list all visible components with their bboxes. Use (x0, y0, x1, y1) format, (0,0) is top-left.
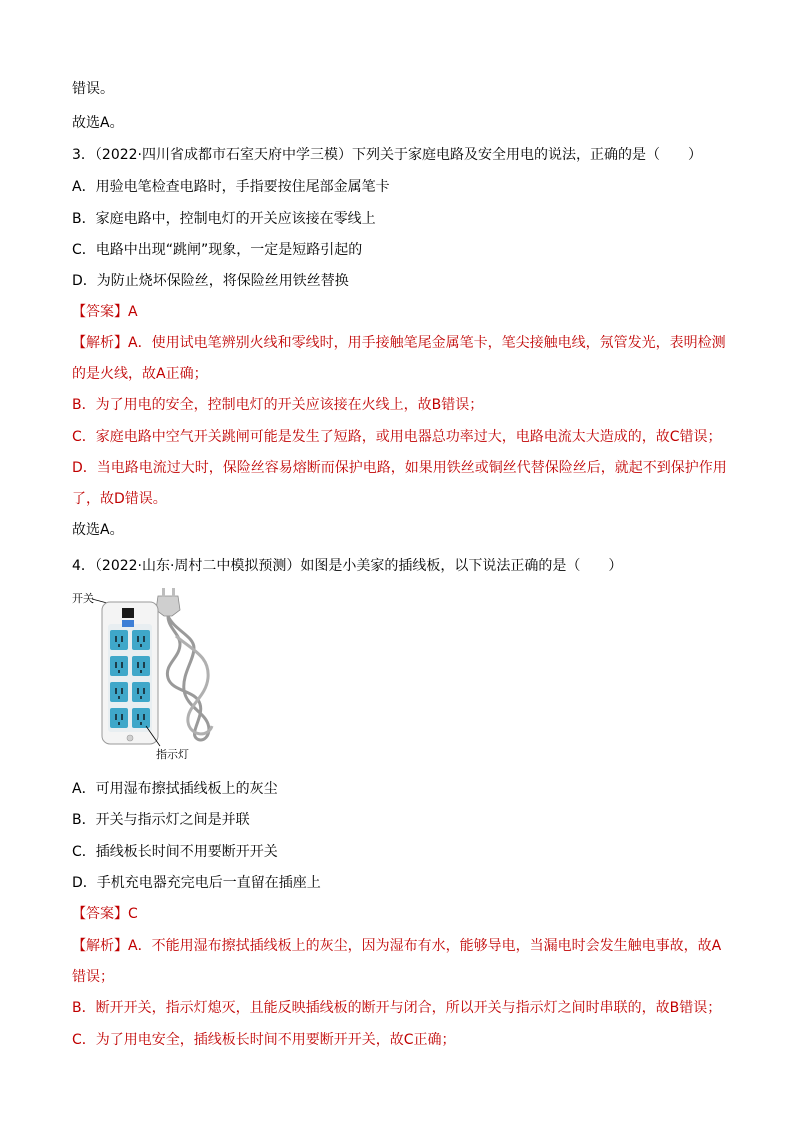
indicator-label: 指示灯 (156, 748, 189, 761)
text-line: 故选A。 (72, 522, 124, 538)
option-3b: B．家庭电路中，控制电灯的开关应该接在零线上 (72, 211, 376, 227)
option-4a: A．可用湿布擦拭插线板上的灰尘 (72, 781, 278, 797)
explanation-4-line: B．断开开关，指示灯熄灭，且能反映插线板的断开与闭合，所以开关与指示灯之间时串联的，故B错误； (72, 1000, 722, 1016)
question-3: 3．（2022·四川省成都市石室天府中学三模）下列关于家庭电路及安全用电的说法，正确的是（ ） (72, 147, 702, 163)
explanation-3-line: 【解析】A．使用试电笔辨别火线和零线时，用手接触笔尾金属笔卡，笔尖接触电线，氖管发光，表明检测 (72, 335, 726, 351)
text-line: 故选A。 (72, 115, 124, 131)
explanation-3-line: C．家庭电路中空气开关跳闸可能是发生了短路，或用电器总功率过大，电路电流太大造成的，故C错误； (72, 429, 722, 445)
power-strip-illustration (68, 586, 268, 766)
explanation-3-line: 的是火线，故A正确； (72, 366, 208, 382)
explanation-3-line: 了，故D错误。 (72, 491, 167, 507)
option-4c: C．插线板长时间不用要断开开关 (72, 844, 278, 860)
explanation-4-line: C．为了用电安全，插线板长时间不用要断开开关，故C正确； (72, 1032, 456, 1048)
text-line: 错误。 (72, 81, 114, 97)
option-3a: A．用验电笔检查电路时，手指要按住尾部金属笔卡 (72, 179, 390, 195)
answer-3: 【答案】A (72, 304, 138, 320)
option-3d: D．为防止烧坏保险丝，将保险丝用铁丝替换 (72, 273, 349, 289)
option-4d: D．手机充电器充完电后一直留在插座上 (72, 875, 321, 891)
option-4b: B．开关与指示灯之间是并联 (72, 812, 250, 828)
switch-label: 开关 (72, 592, 94, 605)
question-4: 4．（2022·山东·周村二中模拟预测）如图是小美家的插线板，以下说法正确的是（ ） (72, 558, 623, 574)
explanation-4-line: 错误； (72, 969, 114, 985)
explanation-4-line: 【解析】A．不能用湿布擦拭插线板上的灰尘，因为湿布有水，能够导电，当漏电时会发生触电事故，故A (72, 938, 722, 954)
explanation-3-line: B．为了用电的安全，控制电灯的开关应该接在火线上，故B错误； (72, 397, 484, 413)
answer-4: 【答案】C (72, 906, 138, 922)
power-strip-figure (68, 586, 268, 766)
option-3c: C．电路中出现“跳闸”现象，一定是短路引起的 (72, 242, 363, 258)
explanation-3-line: D．当电路电流过大时，保险丝容易熔断而保护电路，如果用铁丝或铜丝代替保险丝后，就起不到保护作用 (72, 460, 727, 476)
